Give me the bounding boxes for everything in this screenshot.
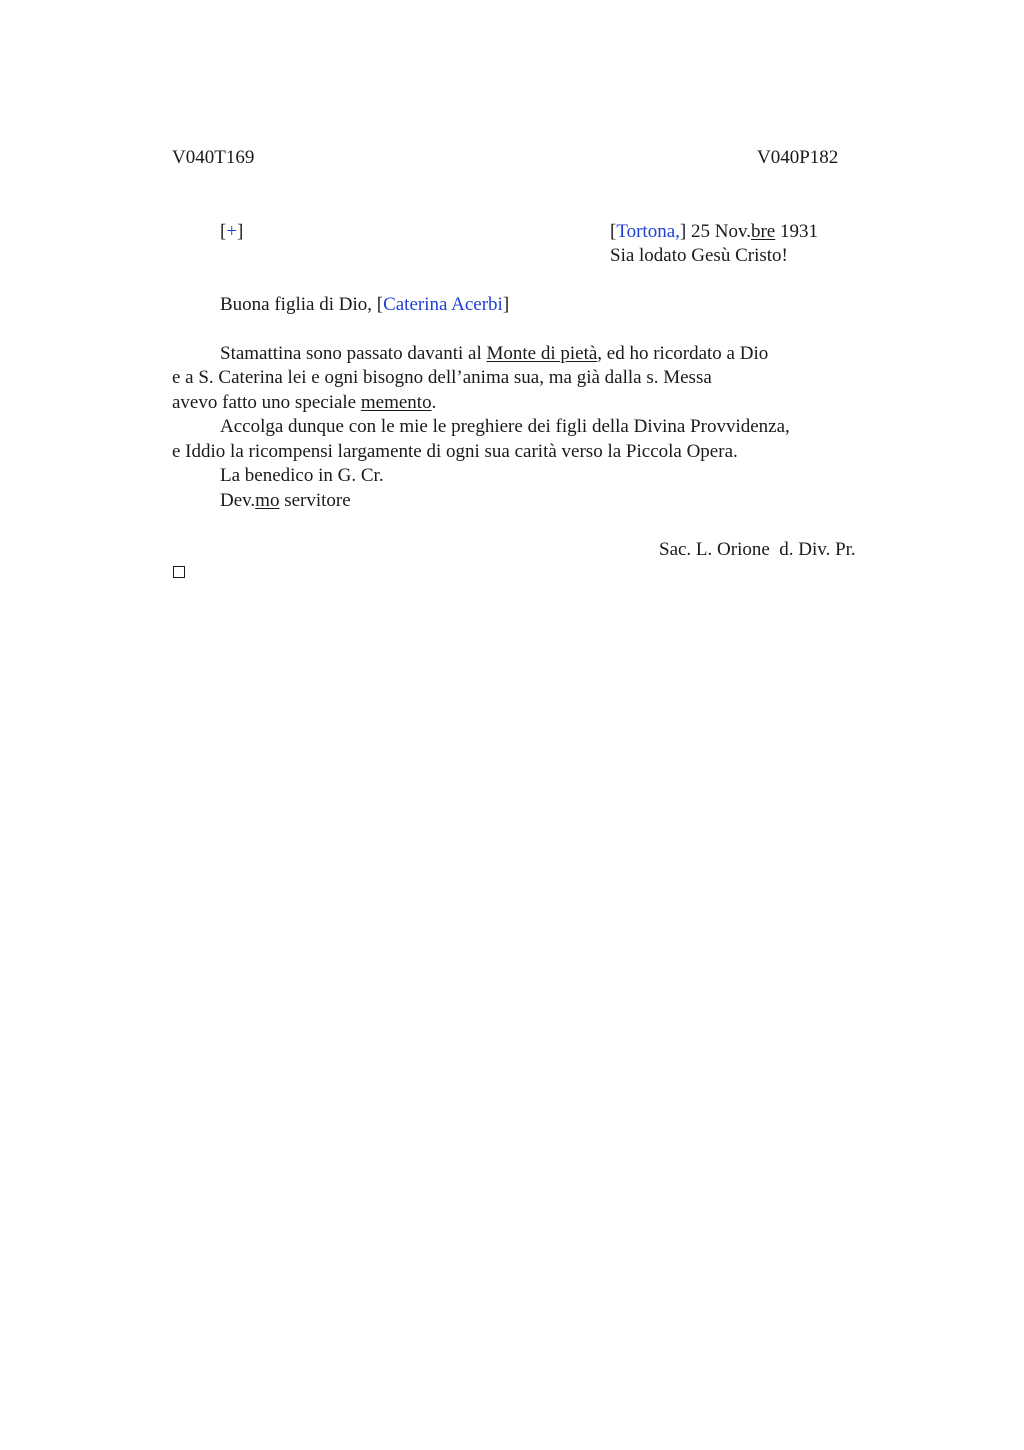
- body-text: avevo fatto uno speciale: [172, 392, 361, 413]
- recipient-name-link[interactable]: Caterina Acerbi: [383, 294, 503, 315]
- cross-mark: [220, 220, 243, 244]
- checkbox-square-icon[interactable]: [173, 566, 185, 578]
- place-link[interactable]: Tortona,: [616, 221, 680, 242]
- cross-symbol[interactable]: +: [226, 221, 238, 242]
- body-text: Stamattina sono passato davanti al: [220, 343, 487, 364]
- body-line-3: [172, 391, 436, 415]
- bracket-open: [: [610, 221, 617, 242]
- greeting-line: Sia lodato Gesù Cristo!: [610, 245, 788, 266]
- body-line-7: [220, 489, 351, 513]
- date-year: 1931: [775, 221, 818, 242]
- bracket-close: ]: [237, 221, 244, 242]
- body-line-2: e a S. Caterina lei e ogni bisogno dell’anima sua, ma già dalla s. Messa: [172, 367, 712, 388]
- body-text: servitore: [279, 490, 351, 511]
- body-text: Dev.: [220, 490, 256, 511]
- bracket-close: ]: [679, 221, 687, 242]
- underlined-suffix: mo: [255, 490, 280, 511]
- salutation-text: Buona figlia di Dio,: [220, 294, 377, 315]
- bracket-close: ]: [502, 294, 510, 315]
- date-month-suffix: bre: [750, 221, 776, 242]
- signature: Sac. L. Orione d. Div. Pr.: [659, 539, 856, 560]
- document-code-left: V040T169: [172, 147, 255, 168]
- body-line-1: [220, 342, 768, 366]
- body-line-6: La benedico in G. Cr.: [220, 465, 384, 486]
- bracket-open: [: [220, 221, 227, 242]
- document-code-right: V040P182: [757, 147, 839, 168]
- body-text: .: [431, 392, 437, 413]
- underlined-phrase: Monte di pietà: [486, 343, 598, 364]
- body-text: , ed ho ricordato a Dio: [597, 343, 769, 364]
- salutation: [220, 293, 509, 317]
- underlined-word: memento: [360, 392, 432, 413]
- date-prefix: 25 Nov.: [686, 221, 751, 242]
- body-line-4: Accolga dunque con le mie le preghiere dei figli della Divina Provvidenza,: [220, 416, 790, 437]
- bracket-open: [: [376, 294, 384, 315]
- dateline: [610, 220, 818, 244]
- body-line-5: e Iddio la ricompensi largamente di ogni sua carità verso la Piccola Opera.: [172, 441, 738, 462]
